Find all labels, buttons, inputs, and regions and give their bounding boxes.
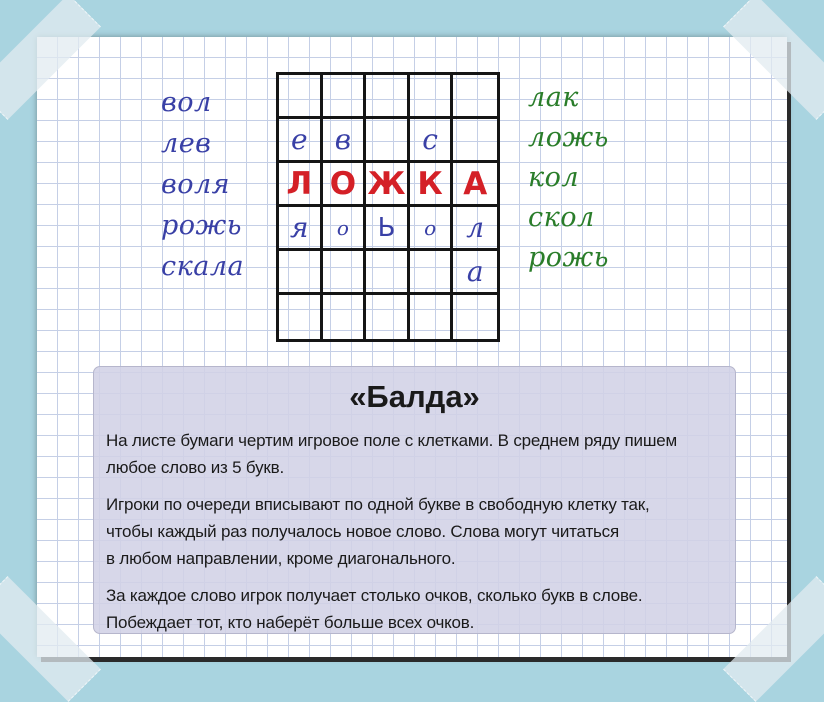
added-letter: е: [291, 123, 308, 156]
board-cell: [323, 295, 367, 339]
board-cell: [323, 163, 367, 207]
start-letter: О: [329, 165, 357, 202]
rules-line: Побеждает тот, кто наберёт больше всех очков.: [106, 613, 475, 632]
rules-line: любое слово из 5 букв.: [106, 458, 284, 477]
board-cell: [410, 295, 454, 339]
game-board: [276, 72, 500, 342]
right-word: ложь: [528, 122, 609, 153]
rules-paragraph-2: [106, 491, 723, 572]
board-cell: [410, 163, 454, 207]
rules-line: в любом направлении, кроме диагонального.: [106, 549, 456, 568]
rules-line: чтобы каждый раз получалось новое слово. Слова могут читаться: [106, 522, 619, 541]
board-cell: [366, 207, 410, 251]
board-cell: [279, 295, 323, 339]
right-word: кол: [528, 162, 580, 193]
right-word: лак: [528, 82, 579, 113]
added-letter: с: [422, 123, 438, 156]
board-cell: [453, 119, 497, 163]
rules-line: Игроки по очереди вписывают по одной букве в свободную клетку так,: [106, 495, 650, 514]
right-word-list: [528, 78, 609, 278]
added-letter: а: [466, 255, 484, 288]
rules-title: «Балда»: [349, 379, 480, 414]
rules-line: На листе бумаги чертим игровое поле с клетками. В среднем ряду пишем: [106, 431, 678, 450]
left-word: скала: [161, 251, 245, 282]
board-cell: [323, 207, 367, 251]
start-letter: К: [417, 165, 443, 202]
left-word: воля: [161, 169, 231, 200]
left-word: вол: [161, 87, 212, 118]
added-letter: я: [290, 211, 309, 244]
added-letter: л: [466, 211, 485, 244]
board-cell: [453, 295, 497, 339]
right-word: рожь: [528, 242, 609, 273]
start-letter: А: [463, 165, 488, 202]
right-word: скол: [528, 202, 595, 233]
board-cell: [323, 251, 367, 295]
board-cell: [366, 295, 410, 339]
start-letter: Ж: [367, 165, 406, 202]
board-cell: [279, 163, 323, 207]
board-cell: [453, 75, 497, 119]
board-cell: [366, 119, 410, 163]
board-cell: [366, 251, 410, 295]
left-word: лев: [161, 128, 212, 159]
board-cell: [410, 75, 454, 119]
rules-panel: [93, 366, 736, 634]
rules-paragraph-3: [106, 582, 723, 636]
rules-paragraph-1: [106, 427, 723, 481]
board-cell: [279, 207, 323, 251]
start-letter: Л: [286, 165, 313, 202]
rules-line: За каждое слово игрок получает столько очков, сколько букв в слове.: [106, 586, 643, 605]
left-word: рожь: [161, 210, 242, 241]
added-letter: в: [334, 123, 352, 156]
board-cell: [453, 163, 497, 207]
board-cell: [410, 207, 454, 251]
added-letter: Ь: [377, 212, 396, 243]
board-cell: [323, 119, 367, 163]
board-cell: [279, 119, 323, 163]
board-cell: [323, 75, 367, 119]
left-word-list: [161, 82, 244, 287]
board-cell: [279, 75, 323, 119]
board-cell: [366, 75, 410, 119]
board-cell: [453, 251, 497, 295]
board-cell: [453, 207, 497, 251]
board-cell: [279, 251, 323, 295]
board-cell: [410, 119, 454, 163]
added-letter: о: [336, 215, 349, 240]
board-cell: [366, 163, 410, 207]
board-cell: [410, 251, 454, 295]
added-letter: о: [424, 215, 437, 240]
